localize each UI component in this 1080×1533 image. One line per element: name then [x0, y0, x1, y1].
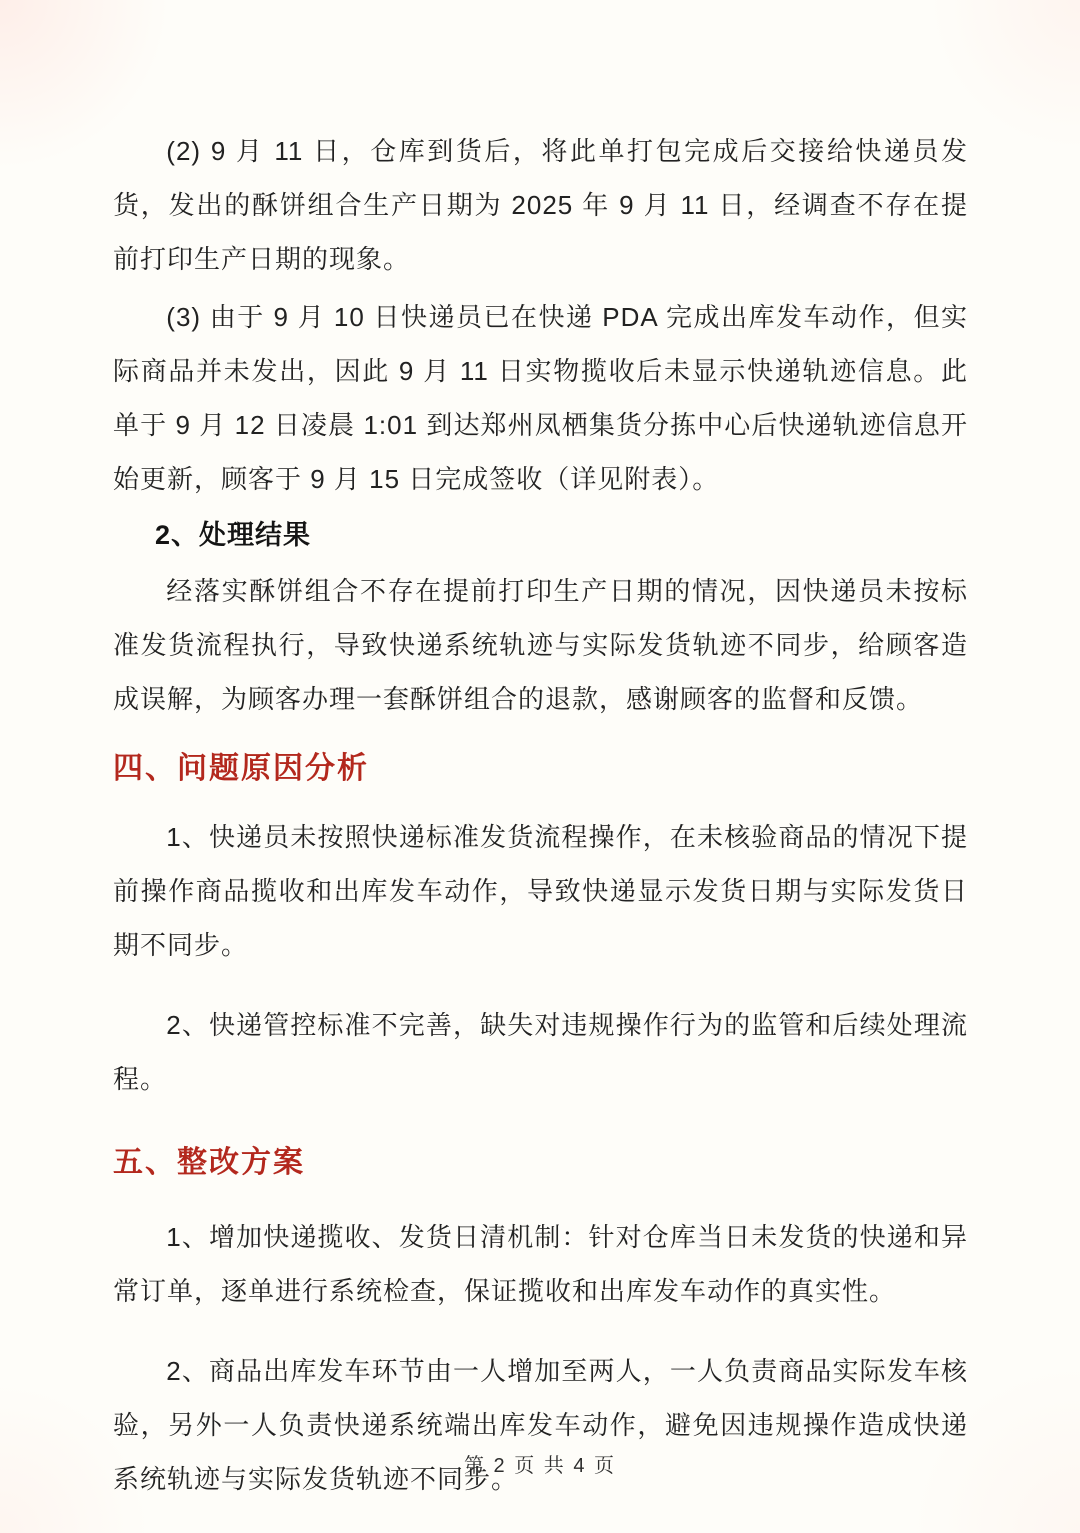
paragraph-warehouse-handover: (2) 9 月 11 日，仓库到货后，将此单打包完成后交接给快递员发货，发出的酥饼组合生产日期为 2025 年 9 月 11 日，经调查不存在提前打印生产日期的现象。	[113, 136, 968, 274]
paragraph-plan-2: 2、商品出库发车环节由一人增加至两人，一人负责商品实际发车核验，另外一人负责快递系统端出库发车动作，避免因违规操作造成快递系统轨迹与实际发货轨迹不同步。	[113, 1356, 968, 1494]
paragraph-processing-result-detail: 经落实酥饼组合不存在提前打印生产日期的情况，因快递员未按标准发货流程执行，导致快递系统轨迹与实际发货轨迹不同步，给顾客造成误解，为顾客办理一套酥饼组合的退款，感谢顾客的监督和反馈。	[113, 576, 968, 714]
paragraph-cause-1: 1、快递员未按照快递标准发货流程操作，在未核验商品的情况下提前操作商品揽收和出库发车动作，导致快递显示发货日期与实际发货日期不同步。	[113, 822, 968, 960]
paragraph-cause-2: 2、快递管控标准不完善，缺失对违规操作行为的监管和后续处理流程。	[113, 1010, 968, 1094]
paragraph-pda-tracking: (3) 由于 9 月 10 日快递员已在快递 PDA 完成出库发车动作，但实际商品并未发出，因此 9 月 11 日实物揽收后未显示快递轨迹信息。此单于 9 月 12 日凌晨 1:01 到达郑州凤栖集货分拣中心后快递轨迹信息开始更新，顾客于 9 月 15 日完成签收（详见附表）。	[113, 302, 968, 494]
page-number-footer: 第 2 页 共 4 页	[463, 1455, 617, 1477]
heading-rectification-plan: 五、整改方案	[113, 1146, 305, 1179]
subheading-processing-result: 2、处理结果	[155, 520, 312, 550]
heading-problem-cause-analysis: 四、问题原因分析	[113, 752, 369, 785]
paragraph-plan-1: 1、增加快递揽收、发货日清机制：针对仓库当日未发货的快递和异常订单，逐单进行系统检查，保证揽收和出库发车动作的真实性。	[113, 1222, 968, 1306]
